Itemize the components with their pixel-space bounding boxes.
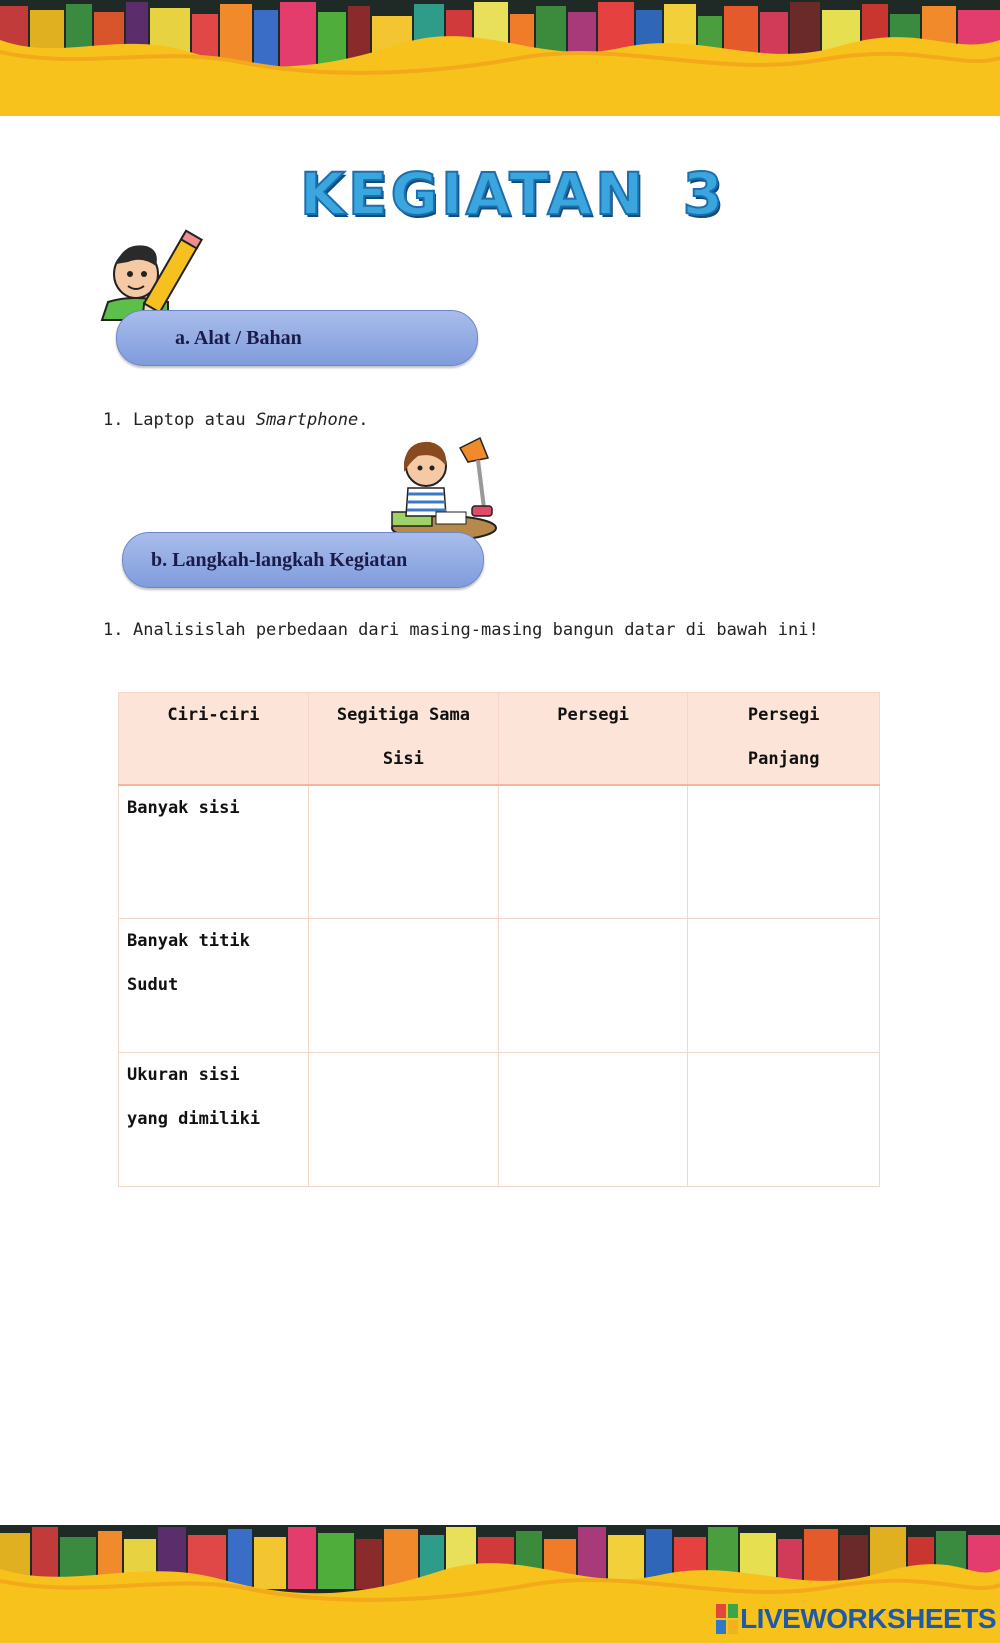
row-label: Banyak sisi	[119, 785, 309, 919]
section-b-header	[122, 532, 484, 588]
answer-cell[interactable]	[308, 919, 498, 1053]
table-header-row	[119, 693, 880, 785]
girl-studying-illustration	[384, 432, 502, 542]
answer-cell[interactable]	[308, 785, 498, 919]
answer-cell[interactable]	[688, 919, 880, 1053]
header-segitiga-sama-sisi: Segitiga Sama Sisi	[308, 693, 498, 785]
comparison-table	[118, 692, 880, 1187]
list-number: 1.	[103, 620, 124, 640]
list-text: Laptop atau Smartphone.	[133, 410, 369, 430]
answer-cell[interactable]	[498, 1053, 688, 1187]
answer-cell[interactable]	[498, 785, 688, 919]
header-persegi-panjang: Persegi Panjang	[688, 693, 880, 785]
row-label: Banyak titik Sudut	[119, 919, 309, 1053]
liveworksheets-brand-text: LIVEWORKSHEETS	[740, 1603, 996, 1634]
table-row	[119, 1053, 880, 1187]
title-word: KEGIATAN	[300, 160, 647, 228]
liveworksheets-logo-icon	[716, 1604, 738, 1634]
bottom-banner	[0, 1525, 1000, 1643]
list-item	[103, 618, 903, 668]
books-banner-image	[0, 0, 1000, 116]
section-a-header	[116, 310, 478, 366]
header-persegi: Persegi	[498, 693, 688, 785]
top-banner	[0, 0, 1000, 116]
title-number: 3	[682, 160, 726, 228]
table-row	[119, 785, 880, 919]
answer-cell[interactable]	[688, 785, 880, 919]
list-number: 1.	[103, 410, 124, 430]
table-row	[119, 919, 880, 1053]
list-item	[103, 408, 903, 434]
section-a-label: a. Alat / Bahan	[175, 326, 302, 349]
page-title	[300, 160, 726, 228]
answer-cell[interactable]	[308, 1053, 498, 1187]
answer-cell[interactable]	[688, 1053, 880, 1187]
list-text: Analisislah perbedaan dari masing-masing bangun datar di bawah ini!	[133, 620, 819, 640]
section-b-label: b. Langkah-langkah Kegiatan	[151, 548, 408, 571]
liveworksheets-logo	[716, 1603, 996, 1635]
row-label: Ukuran sisi yang dimiliki	[119, 1053, 309, 1187]
header-ciri-ciri: Ciri-ciri	[119, 693, 309, 785]
answer-cell[interactable]	[498, 919, 688, 1053]
